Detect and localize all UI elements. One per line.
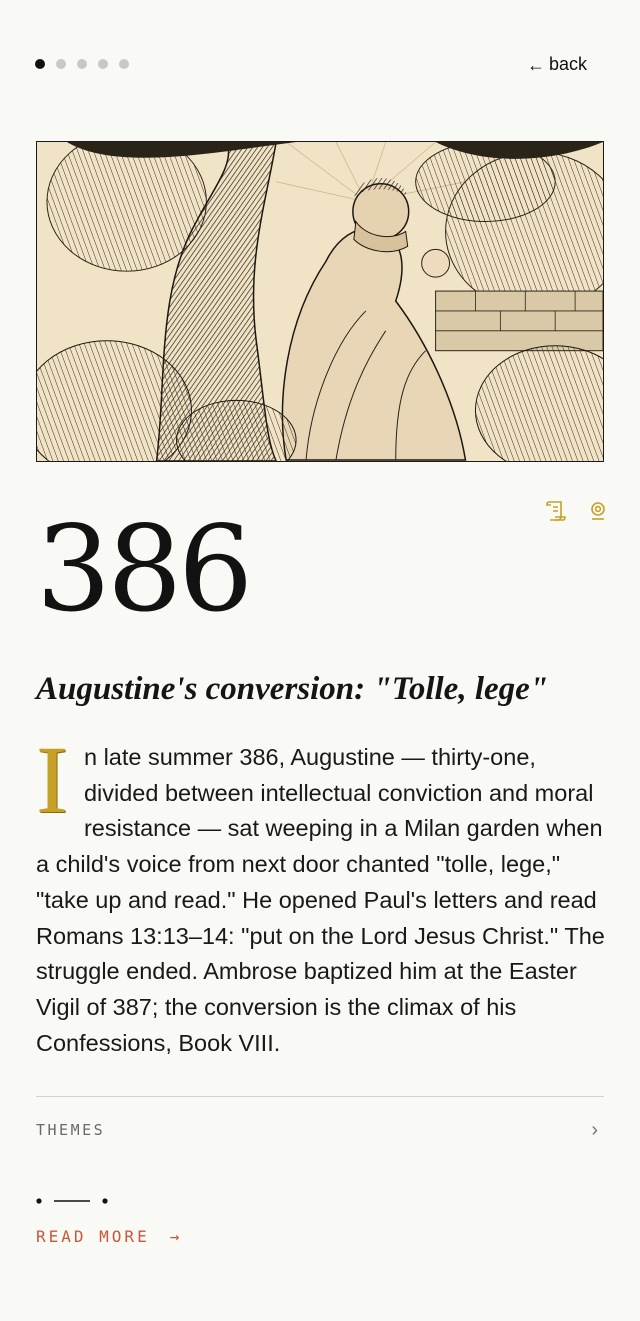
- page-dot[interactable]: [77, 59, 87, 69]
- page-dot[interactable]: [56, 59, 66, 69]
- page-indicator: [35, 59, 129, 69]
- scroll-icon[interactable]: [544, 499, 568, 523]
- chevron-right-icon: ›: [591, 1118, 598, 1141]
- page-dot[interactable]: [98, 59, 108, 69]
- entry-year: 386: [36, 500, 250, 638]
- divider: [36, 1096, 604, 1097]
- entry-body: [36, 726, 608, 1061]
- ornament-divider: [36, 1195, 108, 1207]
- themes-label: THEMES: [36, 1121, 106, 1139]
- page-dot-active[interactable]: [35, 59, 45, 69]
- back-button[interactable]: [527, 54, 587, 75]
- read-more-label: READ MORE: [36, 1227, 150, 1246]
- entry-body-text: n late summer 386, Augustine — thirty-one, divided between intellectual conviction and moral resistance — sat weeping in a Milan garden when a child's voice from next door chanted "tolle, lege," "take up and read." He opened Paul's letters and read Romans 13:13–14: "put on the Lord Jesus Christ." The struggle ended. Ambrose baptized him at the Easter Vigil of 387; the conversion is the climax of his Confessions, Book VIII.: [36, 744, 605, 1056]
- drop-cap: I: [36, 726, 68, 833]
- page-dot[interactable]: [119, 59, 129, 69]
- themes-row[interactable]: [36, 1115, 604, 1145]
- arrow-left-icon: ←: [527, 54, 545, 75]
- read-more-link[interactable]: [36, 1227, 182, 1246]
- location-pin-icon[interactable]: [586, 499, 610, 523]
- back-label: back: [549, 54, 588, 74]
- entry-meta-icons: [544, 499, 610, 523]
- entry-title: Augustine's conversion: "Tolle, lege": [36, 671, 549, 707]
- arrow-right-icon: →: [169, 1227, 183, 1246]
- engraving-illustration: [36, 141, 604, 462]
